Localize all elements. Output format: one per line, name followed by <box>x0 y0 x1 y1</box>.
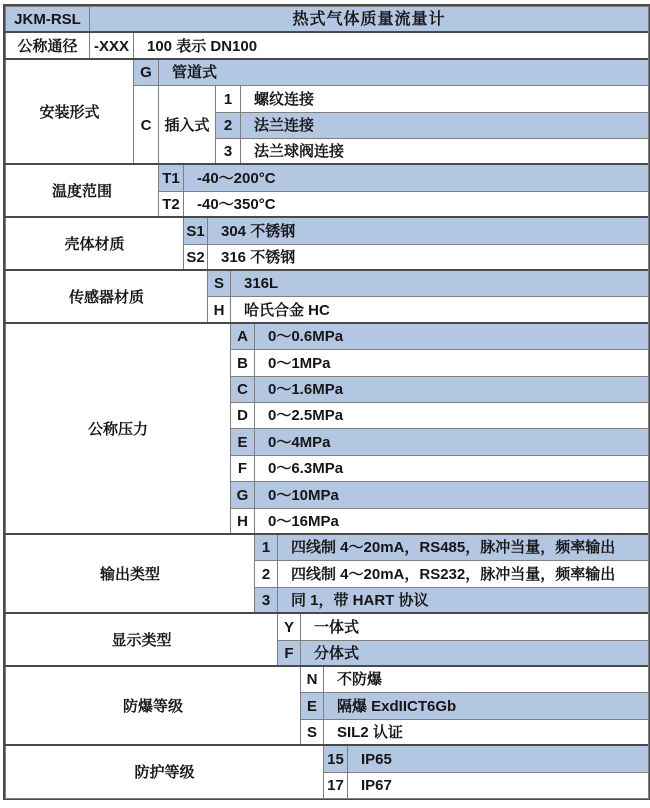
option-code: T2 <box>158 191 184 218</box>
section-separator <box>5 665 648 667</box>
option-code: B <box>230 349 255 377</box>
option-value: 0～10MPa <box>254 481 649 509</box>
option-code: N <box>300 666 324 693</box>
section-label: 显示类型 <box>5 613 278 667</box>
model-cell: JKM-RSL <box>5 6 90 33</box>
option-code: A <box>230 323 255 350</box>
option-code: 1 <box>254 534 278 561</box>
subgroup-code: C <box>133 85 159 165</box>
option-value: 哈氏合金 HC <box>230 296 649 324</box>
section-label: 壳体材质 <box>5 217 184 271</box>
option-code: E <box>300 692 324 720</box>
option-value: 隔爆 ExdIICT6Gb <box>323 692 649 720</box>
option-value: 螺纹连接 <box>240 85 649 113</box>
option-value: 0～4MPa <box>254 428 649 456</box>
section-label: 传感器材质 <box>5 270 208 324</box>
section-separator <box>5 322 648 324</box>
option-value: -40～350°C <box>183 191 649 218</box>
option-code: G <box>133 59 159 86</box>
section-label: 温度范围 <box>5 164 159 218</box>
section-label: 安装形式 <box>5 59 134 165</box>
section-separator <box>5 533 648 535</box>
section-label: 防护等级 <box>5 745 324 799</box>
option-code: F <box>277 640 301 667</box>
section-label: 公称压力 <box>5 323 231 535</box>
option-code: S2 <box>183 244 208 271</box>
option-code: 15 <box>323 745 348 773</box>
option-code: 3 <box>254 587 278 614</box>
option-num: 1 <box>215 85 241 113</box>
section-label: 防爆等级 <box>5 666 301 746</box>
option-code: T1 <box>158 164 184 192</box>
option-value: 同 1，带 HART 协议 <box>277 587 649 614</box>
option-value: 管道式 <box>158 59 649 86</box>
option-value: 0～2.5MPa <box>254 402 649 429</box>
section-separator <box>5 744 648 746</box>
option-value: 0～0.6MPa <box>254 323 649 350</box>
option-code: H <box>207 296 231 324</box>
dn-code: -XXX <box>89 32 134 60</box>
option-num: 2 <box>215 112 241 139</box>
option-value: -40～200°C <box>183 164 649 192</box>
option-value: 法兰连接 <box>240 112 649 139</box>
option-code: 17 <box>323 772 348 799</box>
selection-table <box>3 4 650 800</box>
option-code: D <box>230 402 255 429</box>
option-code: S <box>207 270 231 297</box>
option-value: 0～1.6MPa <box>254 376 649 403</box>
option-code: H <box>230 508 255 535</box>
table-title: 热式气体质量流量计 <box>89 6 649 33</box>
option-value: 0～6.3MPa <box>254 455 649 482</box>
option-value: 0～16MPa <box>254 508 649 535</box>
subgroup-label: 插入式 <box>158 85 216 165</box>
option-code: 2 <box>254 560 278 588</box>
section-separator <box>5 163 648 165</box>
option-value: 316 不锈钢 <box>207 244 649 271</box>
option-value: 一体式 <box>300 613 649 641</box>
option-value: 316L <box>230 270 649 297</box>
section-separator <box>5 612 648 614</box>
section-separator <box>5 31 648 33</box>
option-value: 四线制 4～20mA，RS232，脉冲当量，频率输出 <box>277 560 649 588</box>
option-value: 分体式 <box>300 640 649 667</box>
option-value: 304 不锈钢 <box>207 217 649 245</box>
option-code: G <box>230 481 255 509</box>
option-num: 3 <box>215 138 241 165</box>
dn-label: 公称通径 <box>5 32 90 60</box>
option-value: 0～1MPa <box>254 349 649 377</box>
option-value: 法兰球阀连接 <box>240 138 649 165</box>
section-label: 输出类型 <box>5 534 255 614</box>
option-code: F <box>230 455 255 482</box>
option-code: C <box>230 376 255 403</box>
option-value: 不防爆 <box>323 666 649 693</box>
option-value: IP67 <box>347 772 649 799</box>
option-value: IP65 <box>347 745 649 773</box>
option-code: E <box>230 428 255 456</box>
option-value: 四线制 4～20mA，RS485，脉冲当量，频率输出 <box>277 534 649 561</box>
option-code: S <box>300 719 324 746</box>
section-separator <box>5 269 648 271</box>
option-value: SIL2 认证 <box>323 719 649 746</box>
option-code: S1 <box>183 217 208 245</box>
section-separator <box>5 58 648 60</box>
dn-value: 100 表示 DN100 <box>133 32 649 60</box>
option-code: Y <box>277 613 301 641</box>
section-separator <box>5 216 648 218</box>
